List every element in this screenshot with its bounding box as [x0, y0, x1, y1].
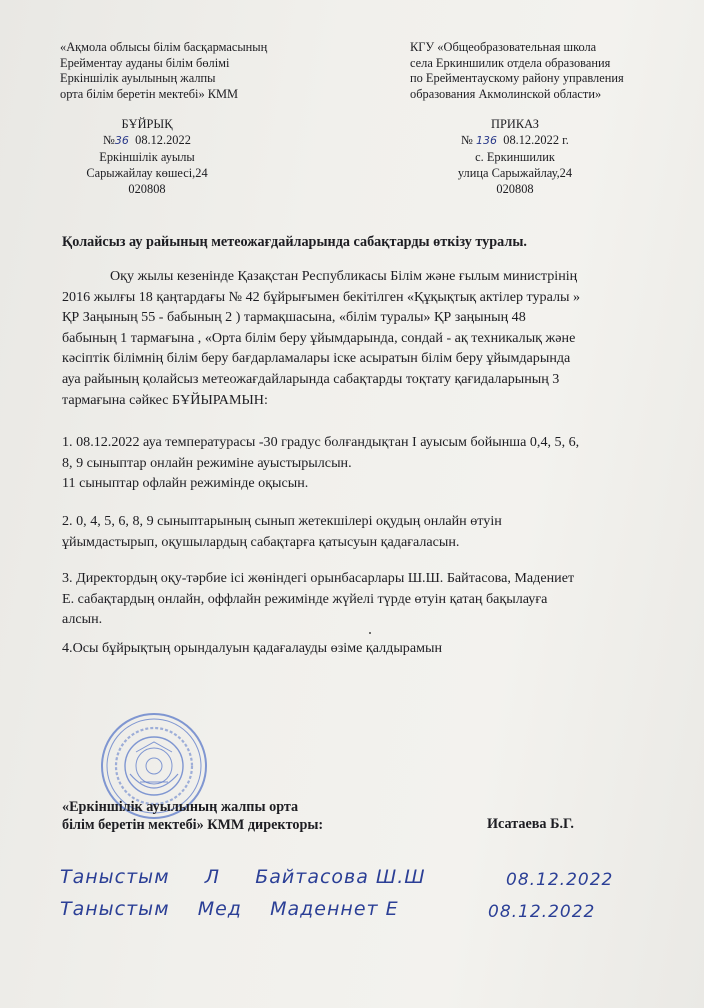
header-right-line: села Еркиншилик отдела образования — [410, 55, 611, 70]
text-line: ҚР Заңының 55 - бабының 2 ) тармақшасына, «білім туралы» ҚР заңының 48 — [62, 309, 526, 326]
order-block-kazakh — [62, 116, 232, 197]
signature-block — [62, 798, 323, 834]
handwritten-signature: Л — [204, 866, 221, 888]
text-line: алсын. — [62, 611, 103, 628]
ack-name: Маденнет Е — [270, 898, 399, 920]
order-postcode: 020808 — [496, 182, 534, 196]
order-item-1 — [62, 432, 660, 494]
header-left-line: Еркіншілік ауылының жалпы — [60, 71, 216, 85]
order-place: с. Еркиншилик — [475, 150, 555, 164]
header-right-russian — [410, 40, 624, 102]
text-line: ауа райының қолайсыз метеожағдайларында сабақтарды тоқтату қағидаларының 3 — [62, 370, 560, 387]
order-date: 08.12.2022 г. — [503, 133, 569, 147]
ack-date: 08.12.2022 — [488, 902, 596, 922]
number-sign: № — [103, 133, 115, 147]
text-line: кәсіптік білімнің білім беру бағдарламалары іске асыратын білім беру ұйымдарында — [62, 350, 571, 367]
handwritten-number: 136 — [476, 134, 498, 147]
text-line: 11 сыныптар офлайн режимінде оқысын. — [62, 475, 309, 492]
header-left-line: Ерейментау ауданы білім бөлімі — [60, 55, 230, 70]
order-item-3 — [62, 568, 660, 630]
order-title: ПРИКАЗ — [491, 117, 539, 131]
acknowledgement-row — [60, 866, 426, 888]
handwritten-number: 36 — [114, 134, 129, 147]
order-place: Еркіншілік ауылы — [99, 150, 195, 164]
text-line: бабының 1 тармағына , «Орта білім беру ұйымдарында, сондай - ақ техникалық және — [62, 329, 576, 346]
order-street: улица Сарыжайлау,24 — [457, 166, 573, 180]
header-left-line: орта білім беретін мектебі» КММ — [60, 86, 239, 101]
acknowledgement-row — [60, 898, 399, 920]
order-date: 08.12.2022 — [135, 133, 191, 147]
text-line: Оқу жылы кезенінде Қазақстан Республикасы Білім және ғылым министрінің — [110, 268, 578, 284]
text-line: 1. 08.12.2022 ауа температурасы -30 градус болғандықтан І ауысым бойынша 0,4, 5, 6, — [62, 434, 580, 450]
order-postcode: 020808 — [128, 182, 166, 196]
director-name: Исатаева Б.Г. — [487, 816, 574, 832]
header-left-kazakh — [60, 40, 267, 102]
ack-name: Байтасова Ш.Ш — [255, 866, 426, 888]
order-number-line — [62, 132, 232, 149]
number-sign: № — [461, 133, 473, 147]
handwritten-signature: Мед — [197, 898, 242, 920]
signature-org-line: «Еркіншілік ауылының жалпы орта — [62, 799, 299, 815]
document-title: Қолайсыз ау райының метеожағдайларында сабақтарды өткізу туралы. — [62, 234, 527, 250]
ack-text: Таныстым — [60, 898, 170, 920]
signature-org-line: білім беретін мектебі» КММ директоры: — [62, 817, 324, 833]
text-line: Е. сабақтардың онлайн, оффлайн режимінде жүйелі түрде өтуін қатаң бақылауға — [62, 590, 548, 607]
text-line: 3. Директордың оқу-тәрбие ісі жөніндегі орынбасарлары Ш.Ш. Байтасова, Мадениет — [62, 570, 575, 586]
ack-text: Таныстым — [60, 866, 170, 888]
order-item-2 — [62, 511, 660, 552]
text-line: ұйымдастырып, оқушылардың сабақтарға қатысуын қадағаласын. — [62, 533, 460, 550]
header-right-line: образования Акмолинской области» — [410, 86, 602, 101]
header-right-line: по Ерейментаускому району управления — [410, 71, 624, 85]
order-number-line — [430, 132, 600, 149]
header-left-line: «Ақмола облысы білім басқармасының — [60, 40, 268, 54]
order-item-4: 4.Осы бұйрықтың орындалуын қадағалауды өзіме қалдырамын — [62, 640, 443, 656]
paragraph-intro — [62, 266, 660, 410]
text-line: тармағына сәйкес БҰЙЫРАМЫН: — [62, 391, 268, 408]
ink-dot — [369, 632, 371, 634]
order-title: БҰЙРЫҚ — [121, 117, 173, 131]
text-line: 2. 0, 4, 5, 6, 8, 9 сыныптарының сынып жетекшілері оқудың онлайн өтуін — [62, 513, 502, 529]
text-line: 8, 9 сыныптар онлайн режиміне ауыстырылсын. — [62, 454, 352, 471]
order-block-russian — [430, 116, 600, 197]
ack-date: 08.12.2022 — [506, 870, 614, 890]
order-street: Сарыжайлау көшесі,24 — [86, 166, 208, 180]
text-line: 2016 жылғы 18 қаңтардағы № 42 бұйрығымен бекітілген «Құқықтық актілер туралы » — [62, 288, 581, 305]
header-right-line: КГУ «Общеобразовательная школа — [410, 40, 597, 54]
